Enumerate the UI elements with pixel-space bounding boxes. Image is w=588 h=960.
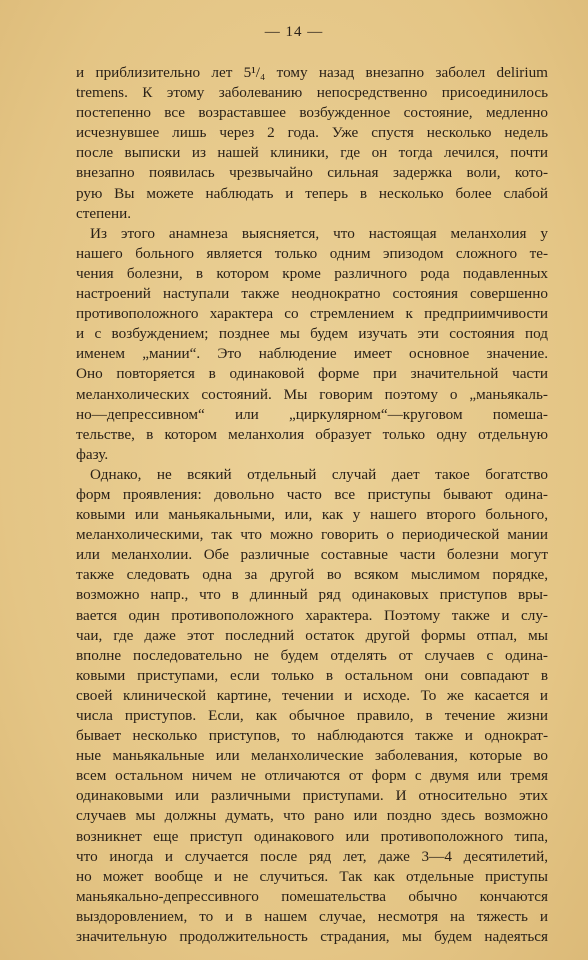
text-line: маньякально-депрессивного помешательства обычно кончаются [76,887,548,905]
text-line: степени. [76,204,132,222]
text-line: одинаковыми или различными приступами. И относительно этих [76,787,548,805]
body-text [76,63,548,947]
page-number: — 14 — [264,24,324,40]
text-line: именем „мании“. Это наблюдение имеет основное значение. [76,345,548,363]
text-line: Оно повторяется в одинаковой форме при значительной части [76,365,548,383]
text-line: случаев мы должны думать, что рано или поздно здесь возможно [76,807,548,825]
text-line: возможно напр., что в длинный ряд одинаковых приступов вры- [76,586,548,604]
text-line: ные маньякальные или меланхолические заболевания, которые во [76,747,548,765]
text-line: значительную продолжительность страдания, мы будем надеяться [76,928,548,946]
text-line: и с возбуждением; позднее мы будем изучать эти состояния под [76,325,548,343]
text-line: но может вообще и не случиться. Так как отдельные приступы [76,867,548,885]
text-line: настроений наступали также неоднократно состояния совершенно [76,285,548,303]
text-line: числа приступов. Если, как обычное правило, в течение жизни [76,707,548,724]
text-line: или меланхолии. Обе различные составные части болезни могут [76,546,548,564]
text-line: противоположного характера со стремлением к предприимчивости [76,305,548,323]
text-line: tremens. К этому заболеванию непосредственно присоединилось [76,84,548,102]
text-line: меланхолическими, так что можно говорить о периодической мании [76,526,548,544]
text-line: постепенно все возраставшее возбужденное состояние, медленно [76,104,548,122]
text-line: своей клинической картине, течении и исходе. То же касается и [76,686,548,704]
text-line: возникнет еще приступ одинакового или противоположного типа, [76,827,548,845]
text-line: всем остальном ничем не отличаются от форм с двумя или тремя [76,767,548,785]
text-line: нашего больного является только одним эпизодом сложного те- [76,244,548,262]
text-line: фазу. [76,445,109,463]
text-line: Однако, не всякий отдельный случай дает такое богатство [90,465,548,483]
text-line: но—депрессивном“ или „циркулярном“—круговом помеша- [76,405,548,423]
text-line: чения болезни, в котором кроме различного рода подавленных [76,264,548,282]
text-line: выздоровлением, то и в нашем случае, несмотря на тяжесть и [76,907,548,925]
text-line: внезапно появилась чрезвычайно сильная задержка воли, кото- [76,164,548,182]
text-line: и приблизительно лет 5¹/₄ тому назад внезапно заболел delirium [76,64,548,81]
text-line: после выписки из нашей клиники, где он тогда лечился, почти [76,144,548,162]
text-line: рую Вы можете наблюдать и теперь в несколько более слабой [76,184,548,202]
text-line: меланхолических состояний. Мы говорим поэтому о „маньякаль- [76,385,548,403]
text-line: форм проявления: довольно часто все приступы бывают одина- [76,485,548,503]
text-line: также следовать одна за другой во всяком мыслимом порядке, [76,566,548,584]
text-line: исчезнувшее лишь через 2 года. Уже спустя несколько недель [76,124,548,142]
text-line: ковыми приступами, если только в остальном они совпадают в [76,666,548,684]
text-line: бывает несколько приступов, то наблюдаются также и однократ- [76,727,548,745]
text-line: вается один противоположного характера. Поэтому также и слу- [76,606,548,624]
text-line: ковыми или маньякальными, или, как у нашего второго больного, [76,506,548,524]
text-line: Из этого анамнеза выясняется, что настоящая меланхолия у [90,224,548,242]
text-line: чаи, где даже этот последний остаток другой формы отпал, мы [76,626,548,644]
text-line: что иногда и случается после ряд лет, даже 3—4 десятилетий, [76,847,548,865]
text-line: тельстве, в котором меланхолия образует только одну отдельную [76,425,548,443]
text-line: вполне последовательно не будем отделять от случаев с одина- [76,646,548,664]
